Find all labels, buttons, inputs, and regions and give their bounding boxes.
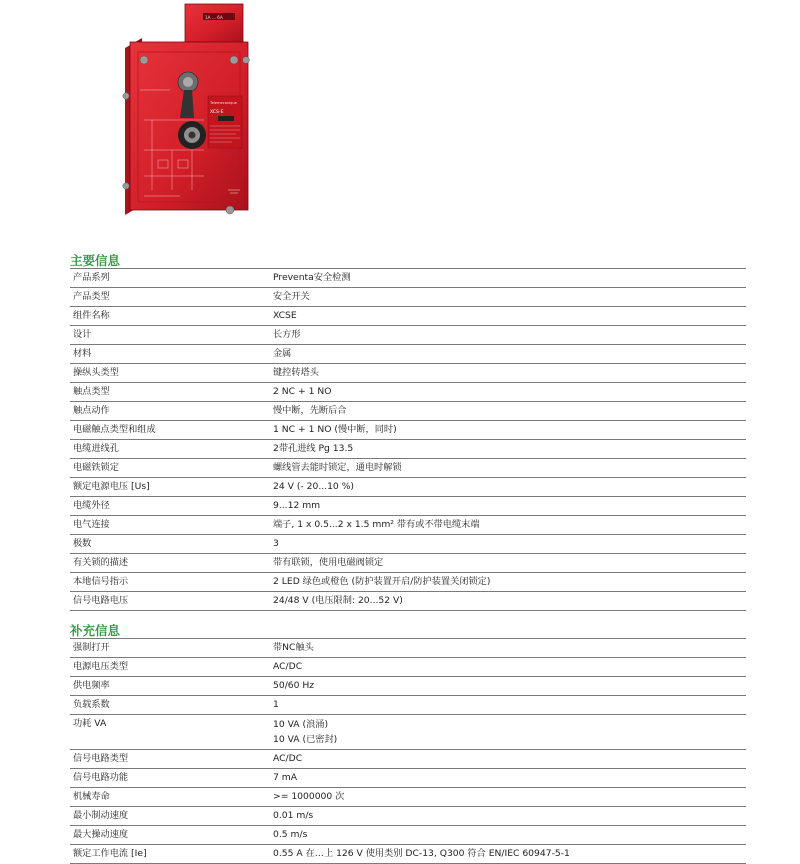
row-key: 强制打开 — [73, 642, 110, 653]
row-key: 电源电压类型 — [73, 661, 129, 672]
row-key: 电缆外径 — [73, 500, 110, 511]
row-key: 触点动作 — [73, 405, 110, 416]
row-value: 1 — [273, 699, 279, 710]
row-value: 端子, 1 x 0.5...2 x 1.5 mm² 带有或不带电缆末端 — [273, 519, 480, 530]
row-key: 最小制动速度 — [73, 810, 129, 821]
table-row — [70, 535, 746, 554]
table-row — [70, 440, 746, 459]
table-row — [70, 516, 746, 535]
row-value: 1 NC + 1 NO (慢中断，同时) — [273, 424, 397, 435]
row-value: 0.5 m/s — [273, 829, 308, 840]
table-row — [70, 658, 746, 677]
row-value: 带有联锁，使用电磁阀锁定 — [273, 557, 384, 568]
row-key: 本地信号指示 — [73, 576, 129, 587]
label-plate — [208, 96, 242, 148]
row-key: 机械寿命 — [73, 791, 110, 802]
section-title-main: 主要信息 — [70, 253, 121, 268]
device-top-housing — [185, 4, 243, 42]
table-row — [70, 497, 746, 516]
table-row — [70, 478, 746, 497]
row-value: AC/DC — [273, 661, 303, 672]
main-info-table — [70, 269, 746, 611]
row-key: 极数 — [73, 538, 92, 549]
row-value-line: 10 VA (浪涌) — [273, 719, 329, 730]
row-key: 最大操动速度 — [73, 829, 129, 840]
row-key: 电磁铁锁定 — [73, 462, 119, 473]
row-value: 7 mA — [273, 772, 298, 783]
row-key: 负载系数 — [73, 699, 110, 710]
row-value: 2 LED 绿色或橙色 (防护装置开启/防护装置关闭锁定) — [273, 576, 491, 587]
row-key: 信号电路类型 — [73, 753, 129, 764]
table-row — [70, 288, 746, 307]
row-value: 50/60 Hz — [273, 680, 315, 691]
device-brand-text: Telemecanique — [210, 101, 237, 105]
row-value: >= 1000000 次 — [273, 791, 345, 802]
row-value: 2 NC + 1 NO — [273, 386, 332, 397]
row-key: 组件名称 — [73, 310, 110, 321]
row-value — [273, 717, 743, 747]
row-key: 信号电路功能 — [73, 772, 129, 783]
table-row — [70, 677, 746, 696]
product-photo — [100, 0, 265, 225]
row-key: 电磁触点类型和组成 — [73, 424, 156, 435]
table-row — [70, 845, 746, 864]
row-value: 安全开关 — [273, 291, 310, 302]
extra-info-section — [70, 623, 746, 864]
table-row — [70, 345, 746, 364]
table-row — [70, 326, 746, 345]
row-value: 3 — [273, 538, 279, 549]
table-row — [70, 554, 746, 573]
table-row — [70, 750, 746, 769]
table-row — [70, 402, 746, 421]
table-row — [70, 383, 746, 402]
table-row — [70, 269, 746, 288]
row-value: AC/DC — [273, 753, 303, 764]
row-key: 材料 — [73, 348, 92, 359]
row-value-line: 10 VA (已密封) — [273, 734, 338, 745]
extra-info-table — [70, 639, 746, 864]
row-key: 产品类型 — [73, 291, 110, 302]
row-key: 功耗 VA — [73, 718, 107, 729]
row-value: 0.01 m/s — [273, 810, 314, 821]
device-top-label: 1A ... 6A — [205, 15, 223, 20]
table-row — [70, 715, 746, 750]
table-row — [70, 826, 746, 845]
row-key: 操纵头类型 — [73, 367, 119, 378]
table-row — [70, 696, 746, 715]
table-row — [70, 592, 746, 611]
row-value: 9...12 mm — [273, 500, 321, 511]
row-value: Preventa安全检测 — [273, 272, 351, 283]
row-value: 键控转塔头 — [273, 367, 319, 378]
row-key: 电缆进线孔 — [73, 443, 119, 454]
row-value: 慢中断，先断后合 — [273, 405, 347, 416]
table-row — [70, 421, 746, 440]
table-row — [70, 364, 746, 383]
table-row — [70, 459, 746, 478]
row-key: 额定工作电流 [Ie] — [73, 848, 147, 859]
row-key: 额定电源电压 [Us] — [73, 481, 150, 492]
row-value: 2带孔进线 Pg 13.5 — [273, 443, 354, 454]
row-value: 24 V (- 20...10 %) — [273, 481, 355, 492]
table-row — [70, 307, 746, 326]
device-model-label: XCS-E — [210, 110, 224, 115]
row-key: 信号电路电压 — [73, 595, 129, 606]
main-info-section — [70, 253, 746, 611]
section-title-extra: 补充信息 — [70, 623, 121, 638]
row-value: 带NC触头 — [273, 642, 314, 653]
table-row — [70, 573, 746, 592]
row-value: 长方形 — [273, 329, 301, 340]
row-key: 设计 — [73, 329, 92, 340]
row-value: 0.55 A 在…上 126 V 使用类别 DC-13, Q300 符合 EN/IEC 60947-5-1 — [273, 848, 570, 859]
row-value: 螺线管去能时锁定，通电时解锁 — [273, 462, 402, 473]
row-key: 供电频率 — [73, 680, 110, 691]
row-key: 电气连接 — [73, 519, 110, 530]
table-row — [70, 788, 746, 807]
table-row — [70, 769, 746, 788]
row-key: 触点类型 — [73, 386, 110, 397]
row-value: 24/48 V (电压限制: 20...52 V) — [273, 595, 403, 606]
row-value: XCSE — [273, 310, 297, 321]
table-row — [70, 807, 746, 826]
row-value: 金属 — [273, 348, 292, 359]
row-key: 产品系列 — [73, 272, 110, 283]
row-key: 有关锁的描述 — [73, 557, 129, 568]
table-row — [70, 639, 746, 658]
